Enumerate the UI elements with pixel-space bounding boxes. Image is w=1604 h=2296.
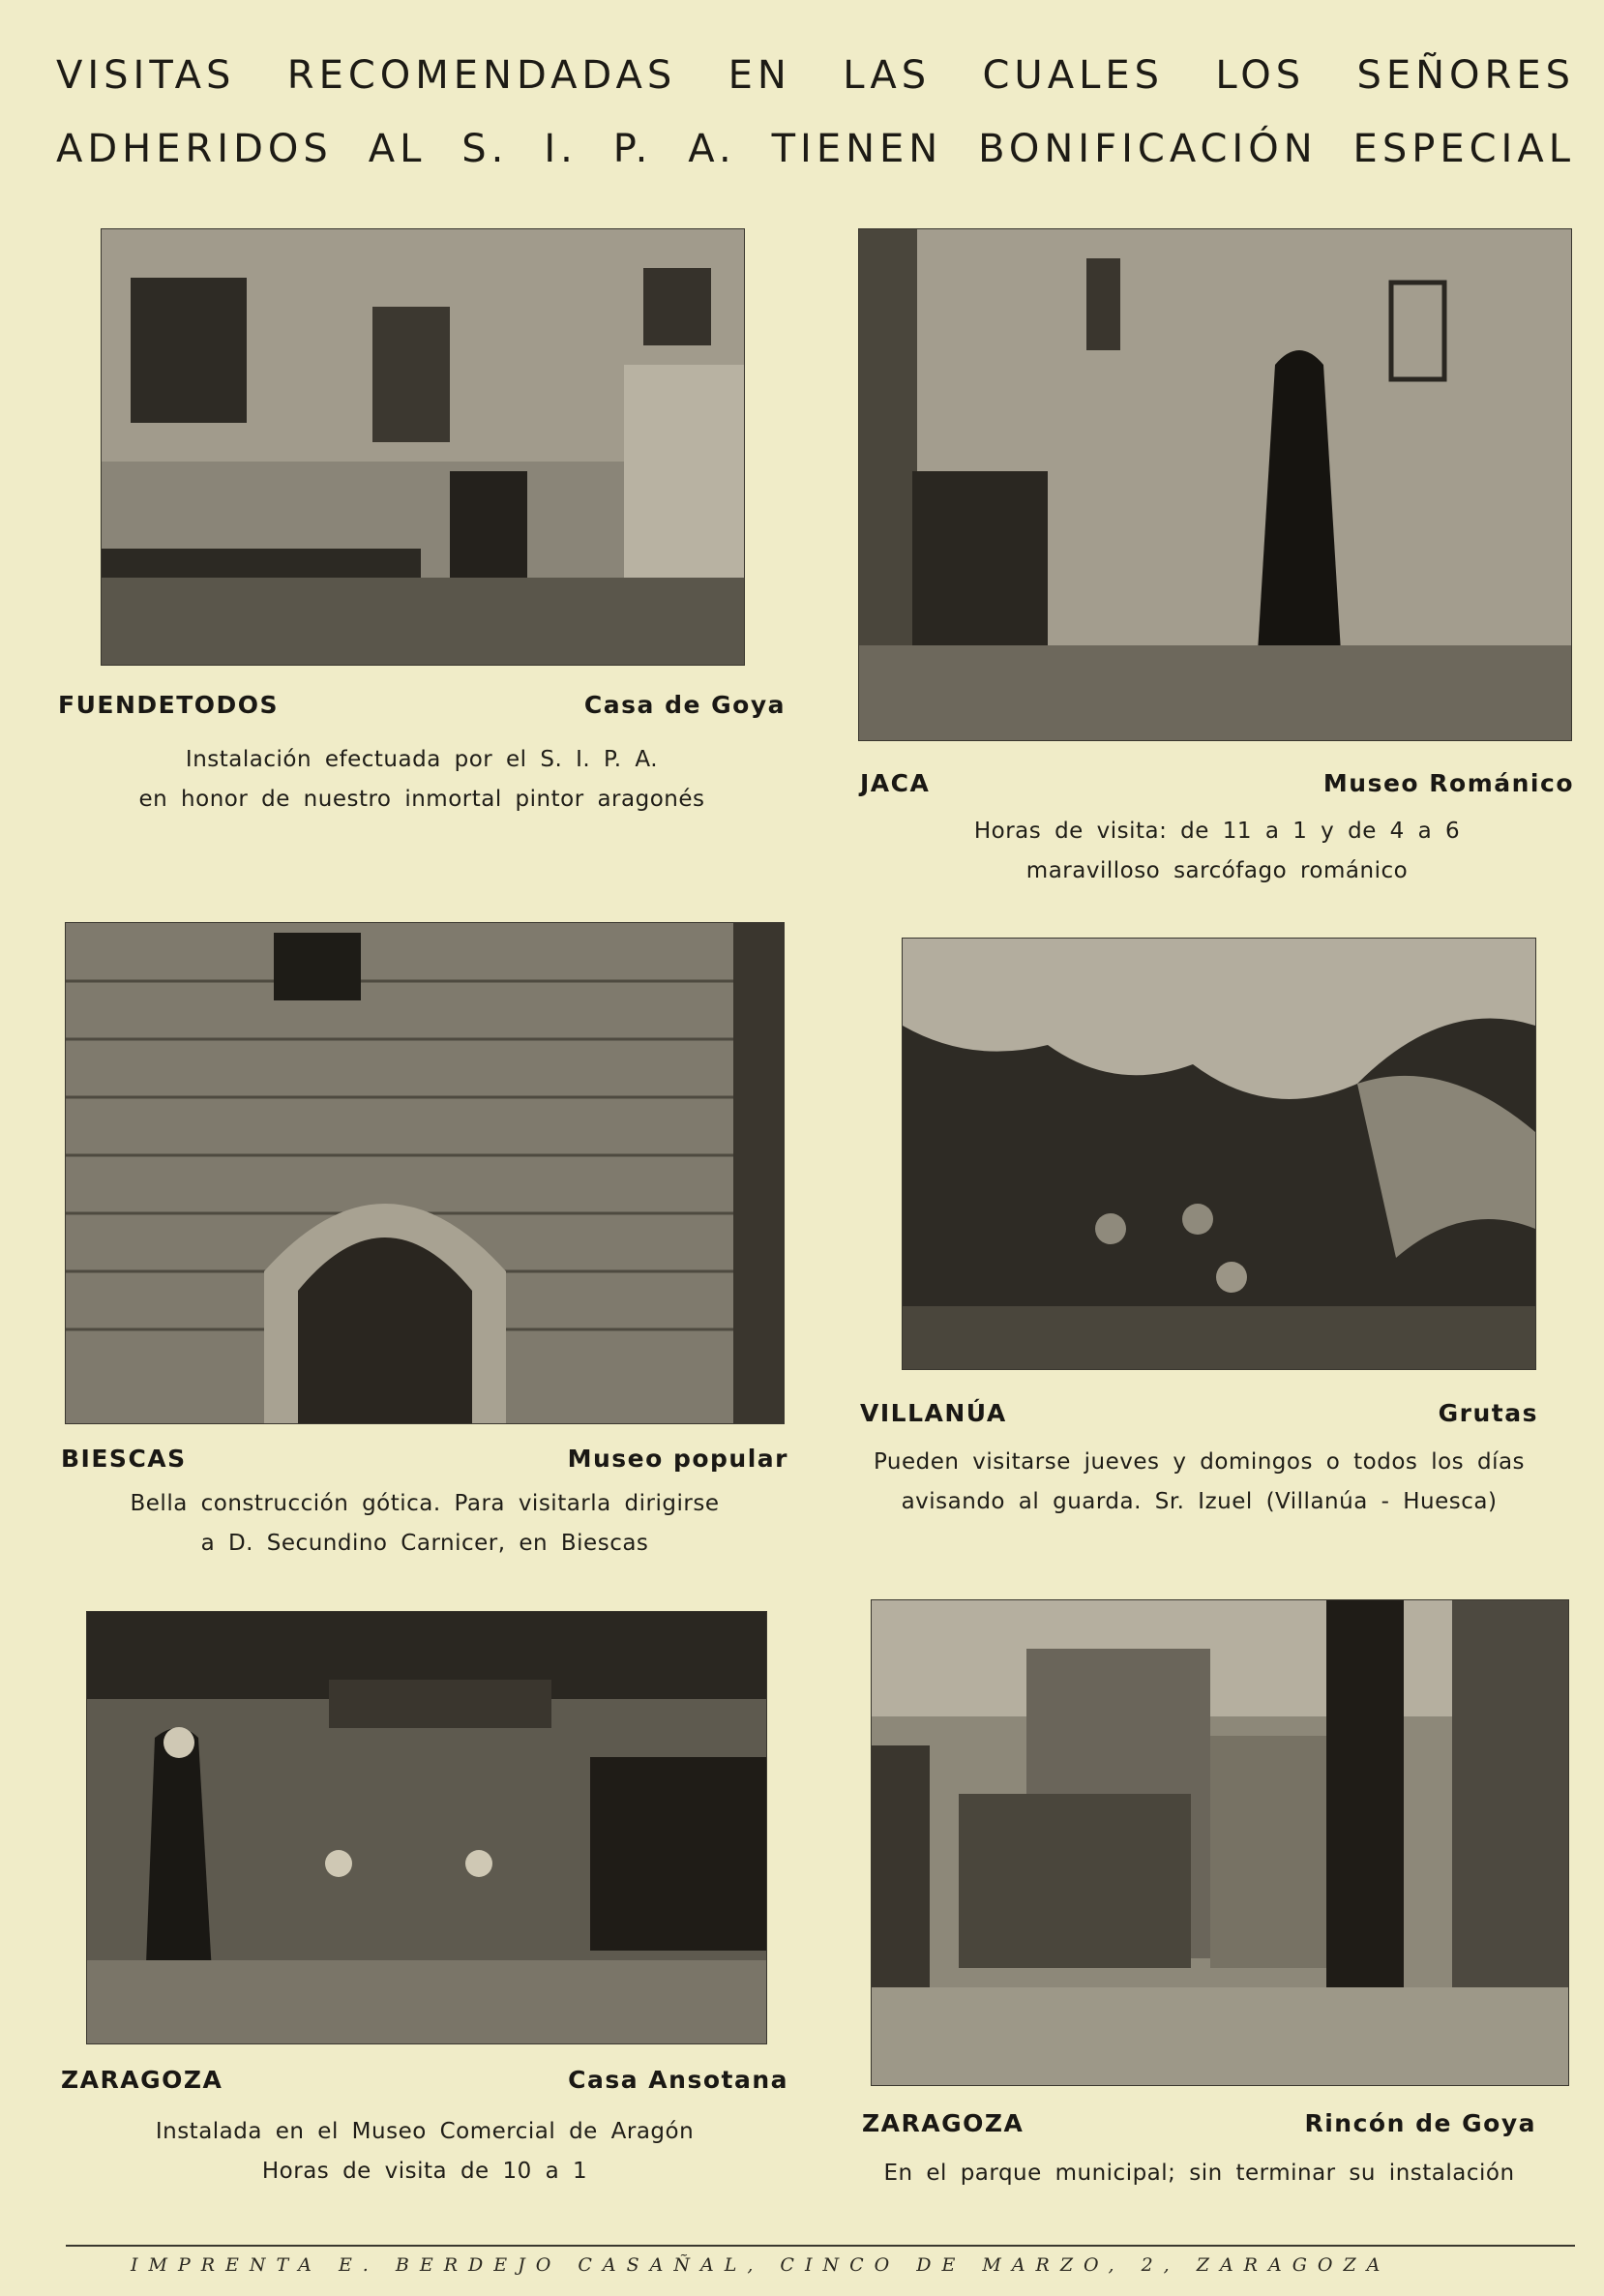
entry-2-line-1: Horas de visita: de 11 a 1 y de 4 a 6 [973,819,1461,844]
entry-3-line-1: Bella construcción gótica. Para visitarla dirigirse [130,1491,720,1516]
entry-5-location: ZARAGOZA [61,2066,223,2094]
entry-5-line-2: Horas de visita de 10 a 1 [261,2159,588,2184]
entry-1-location: FUENDETODOS [58,691,280,719]
entry-2-description [860,812,1574,891]
entry-2-caption [860,769,1574,802]
entry-1-line-2: en honor de nuestro inmortal pintor aragonés [138,787,705,812]
kitchen-scene-photo [86,1611,767,2044]
cave-photo [902,938,1536,1370]
entry-5-caption [61,2066,788,2099]
entry-6-description [862,2154,1536,2193]
entry-3-caption [61,1445,788,1477]
entry-1-caption [58,691,786,724]
entry-4-place: Grutas [1438,1399,1538,1427]
stone-doorway-photo [65,922,785,1424]
entry-4-description [860,1443,1538,1522]
park-building-photo [871,1599,1569,2086]
entry-2-place: Museo Románico [1322,769,1574,797]
cloister-nun-photo [858,228,1572,741]
entry-3-line-2: a D. Secundino Carnicer, en Biescas [200,1531,649,1556]
entry-3-location: BIESCAS [61,1445,187,1473]
entry-2-line-2: maravilloso sarcófago románico [1025,858,1409,883]
entry-3-place: Museo popular [567,1445,788,1473]
entry-1-line-1: Instalación efectuada por el S. I. P. A. [185,747,659,772]
entry-4-caption [860,1399,1538,1432]
entry-4-line-1: Pueden visitarse jueves y domingos o todos los días [873,1449,1526,1475]
entry-5-description [61,2112,788,2192]
printer-imprint: IMPRENTA E. BERDEJO CASAÑAL, CINCO DE MARZO, 2, ZARAGOZA [131,2254,1391,2276]
entry-6-location: ZARAGOZA [862,2109,1025,2137]
entry-2-location: JACA [860,769,931,797]
entry-1-place: Casa de Goya [583,691,786,719]
entry-4-location: VILLANÚA [860,1399,1007,1427]
entry-6-place: Rincón de Goya [1304,2109,1536,2137]
title-line-2: ADHERIDOS AL S. I. P. A. TIENEN BONIFICACIÓN ESPECIAL [56,127,1575,171]
entry-5-place: Casa Ansotana [568,2066,788,2094]
interior-room-photo [101,228,745,666]
entry-4-line-2: avisando al guarda. Sr. Izuel (Villanúa - Huesca) [901,1489,1498,1514]
entry-1-description [58,740,786,820]
footer-rule [66,2245,1575,2247]
entry-5-line-1: Instalada en el Museo Comercial de Aragón [155,2119,695,2144]
entry-6-caption [862,2109,1536,2142]
entry-6-line-1: En el parque municipal; sin terminar su instalación [883,2161,1515,2186]
entry-3-description [61,1484,788,1564]
title-line-1: VISITAS RECOMENDADAS EN LAS CUALES LOS SEÑORES [56,53,1575,98]
page-title [56,39,1575,186]
